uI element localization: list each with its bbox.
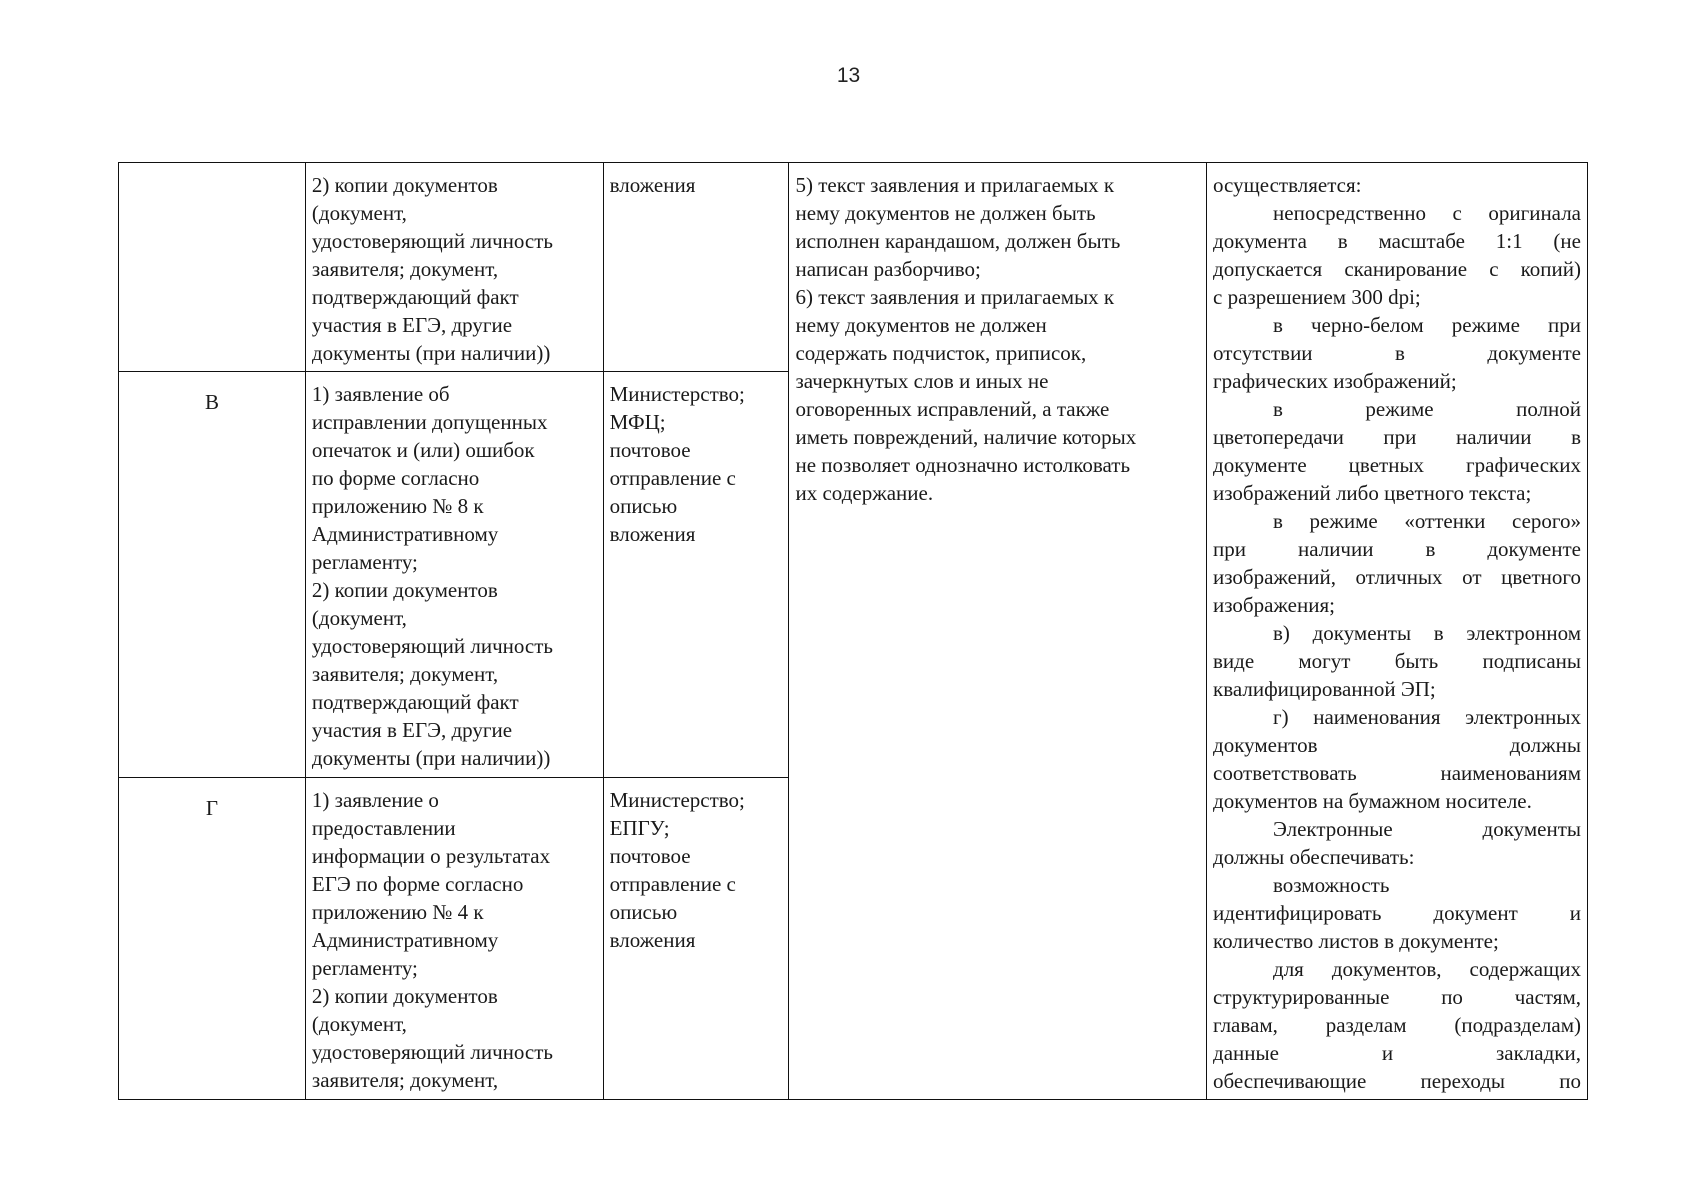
row-letter-cell: В xyxy=(119,372,306,777)
text-line: их содержание. xyxy=(795,481,934,505)
text-line: исправлении допущенных xyxy=(311,410,548,435)
text-line: для документов, содержащих xyxy=(1273,957,1581,981)
text-line: данные и закладки, xyxy=(1213,1041,1581,1065)
text-line: Электронные документы xyxy=(1273,817,1581,841)
text-line: возможность xyxy=(1273,873,1390,897)
text-line: (документ, xyxy=(311,201,407,225)
row-letter-cell xyxy=(119,163,306,372)
text-line: зачеркнутых слов и иных не xyxy=(795,369,1049,393)
channels-cell xyxy=(603,372,789,777)
row-letter-cell: Г xyxy=(119,777,306,1099)
text-line: подтверждающий факт xyxy=(311,690,519,715)
text-line: в) документы в электронном xyxy=(1273,621,1581,645)
text-line: заявителя; документ, xyxy=(311,662,499,687)
text-line: нему документов не должен быть xyxy=(795,201,1096,225)
text-line: Административному xyxy=(311,927,499,952)
text-line: опечаток и (или) ошибок xyxy=(311,438,535,463)
text-line: почтовое xyxy=(609,438,691,463)
text-line: отправление с xyxy=(609,466,736,491)
text-line: осуществляется: xyxy=(1213,173,1362,197)
text-line: приложению № 8 к xyxy=(311,494,484,519)
text-line: описью xyxy=(609,899,678,924)
requirements-cell xyxy=(789,163,1207,1100)
requirements-table xyxy=(118,162,1588,1100)
text-line: МФЦ; xyxy=(609,410,666,435)
text-line: при наличии в документе xyxy=(1213,537,1581,561)
page-number: 13 xyxy=(836,64,861,87)
text-line: изображений либо цветного текста; xyxy=(1213,481,1532,505)
text-line: допускается сканирование с копий) xyxy=(1213,257,1581,281)
text-line: количество листов в документе; xyxy=(1213,929,1499,953)
text-line: квалифицированной ЭП; xyxy=(1213,677,1436,701)
text-line: в черно-белом режиме при xyxy=(1273,313,1581,337)
text-line: соответствовать наименованиям xyxy=(1213,761,1581,785)
documents-cell xyxy=(305,163,603,372)
text-line: 2) копии документов xyxy=(311,983,498,1008)
text-line: регламенту; xyxy=(311,550,418,575)
text-line: регламенту; xyxy=(311,955,418,980)
text-line: главам, разделам (подразделам) xyxy=(1213,1013,1581,1037)
text-line: в режиме «оттенки серого» xyxy=(1273,509,1581,533)
text-line: вложения xyxy=(609,173,696,197)
text-line: документы (при наличии)) xyxy=(311,746,551,771)
text-line: 2) копии документов xyxy=(311,173,498,197)
text-line: документов должны xyxy=(1213,733,1581,757)
text-line: Административному xyxy=(311,522,499,547)
text-line: Министерство; xyxy=(609,787,745,812)
text-line: структурированные по частям, xyxy=(1213,985,1581,1009)
text-line: отправление с xyxy=(609,871,736,896)
text-line: отсутствии в документе xyxy=(1213,341,1581,365)
text-line: заявителя; документ, xyxy=(311,257,499,281)
text-line: приложению № 4 к xyxy=(311,899,484,924)
scanning-cell xyxy=(1207,163,1588,1100)
documents-cell xyxy=(305,777,603,1099)
text-line: не позволяет однозначно истолковать xyxy=(795,453,1131,477)
text-line: документы (при наличии)) xyxy=(311,341,551,365)
text-line: цветопередачи при наличии в xyxy=(1213,425,1581,449)
text-line: ЕПГУ; xyxy=(609,815,670,840)
text-line: (документ, xyxy=(311,1011,407,1036)
text-line: участия в ЕГЭ, другие xyxy=(311,718,513,743)
text-line: непосредственно с оригинала xyxy=(1273,201,1581,225)
text-line: 6) текст заявления и прилагаемых к xyxy=(795,285,1115,309)
text-line: информации о результатах xyxy=(311,843,551,868)
text-line: содержать подчисток, приписок, xyxy=(795,341,1087,365)
text-line: оговоренных исправлений, а также xyxy=(795,397,1110,421)
text-line: виде могут быть подписаны xyxy=(1213,649,1581,673)
text-line: 1) заявление об xyxy=(311,382,450,407)
text-line: удостоверяющий личность xyxy=(311,1039,554,1064)
text-line: должны обеспечивать: xyxy=(1213,845,1415,869)
text-line: документов на бумажном носителе. xyxy=(1213,789,1532,813)
text-line: почтовое xyxy=(609,843,691,868)
text-line: вложения xyxy=(609,522,696,547)
text-line: удостоверяющий личность xyxy=(311,634,554,659)
text-line: участия в ЕГЭ, другие xyxy=(311,313,513,337)
text-line: документа в масштабе 1:1 (не xyxy=(1213,229,1581,253)
text-line: 2) копии документов xyxy=(311,578,498,603)
text-line: ЕГЭ по форме согласно xyxy=(311,871,524,896)
text-line: подтверждающий факт xyxy=(311,285,519,309)
text-line: изображения; xyxy=(1213,593,1335,617)
text-line: 1) заявление о xyxy=(311,787,439,812)
text-line: в режиме полной xyxy=(1273,397,1581,421)
text-line: заявителя; документ, xyxy=(311,1067,499,1092)
text-line: удостоверяющий личность xyxy=(311,229,554,253)
text-line: нему документов не должен xyxy=(795,313,1047,337)
text-line: с разрешением 300 dpi; xyxy=(1213,285,1421,309)
text-line: документе цветных графических xyxy=(1213,453,1581,477)
channels-cell xyxy=(603,777,789,1099)
text-line: описью xyxy=(609,494,678,519)
text-line: обеспечивающие переходы по xyxy=(1213,1069,1581,1093)
text-line: графических изображений; xyxy=(1213,369,1457,393)
documents-cell xyxy=(305,372,603,777)
text-line: исполнен карандашом, должен быть xyxy=(795,229,1121,253)
text-line: по форме согласно xyxy=(311,466,480,491)
table-row xyxy=(119,163,1588,372)
text-line: предоставлении xyxy=(311,815,456,840)
channels-cell xyxy=(603,163,789,372)
text-line: вложения xyxy=(609,927,696,952)
text-line: написан разборчиво; xyxy=(795,257,981,281)
text-line: идентифицировать документ и xyxy=(1213,901,1581,925)
text-line: Министерство; xyxy=(609,382,745,407)
text-line: 5) текст заявления и прилагаемых к xyxy=(795,173,1115,197)
text-line: (документ, xyxy=(311,606,407,631)
text-line: г) наименования электронных xyxy=(1273,705,1581,729)
text-line: изображений, отличных от цветного xyxy=(1213,565,1581,589)
text-line: иметь повреждений, наличие которых xyxy=(795,425,1137,449)
